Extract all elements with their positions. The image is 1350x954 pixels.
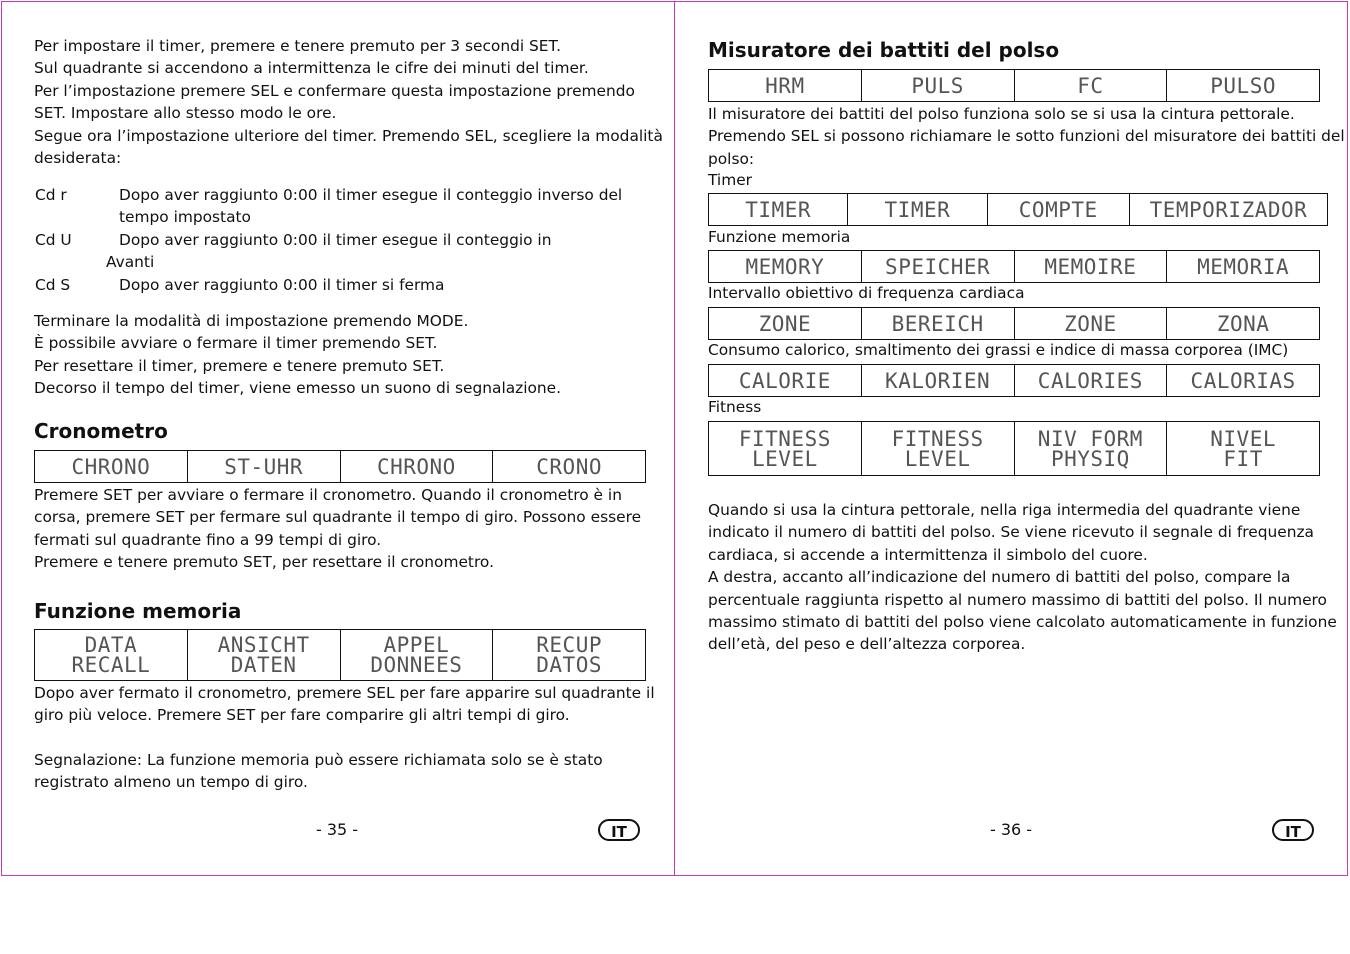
caption-fitness: Fitness	[708, 398, 762, 416]
text-line: A destra, accanto all’indicazione del numero di battiti del polso, compare la	[708, 568, 1291, 587]
page-number: - 35 -	[316, 820, 359, 839]
caption-memory: Funzione memoria	[708, 228, 851, 246]
text-line: Per resettare il timer, premere e tenere premuto SET.	[34, 356, 445, 375]
text-line: giro più veloce. Premere SET per fare comparire gli altri tempi di giro.	[34, 706, 570, 725]
lcd-cell: SPEICHER	[861, 251, 1014, 283]
lcd-table-fitness	[708, 421, 1320, 476]
text-line: tempo impostato	[119, 208, 251, 227]
lcd-cell: MEMORY	[709, 251, 862, 283]
lcd-cell: FC	[1014, 70, 1167, 102]
lcd-cell: CALORIAS	[1167, 365, 1320, 397]
text-line: massimo stimato di battiti del polso viene calcolato automaticamente in funzione	[708, 613, 1337, 632]
text-line: desiderata:	[34, 149, 122, 168]
lcd-cell: FITNESS LEVEL	[861, 422, 1014, 476]
text-line: Quando si usa la cintura pettorale, nella riga intermedia del quadrante viene	[708, 501, 1301, 519]
memoria-note	[34, 749, 603, 794]
lcd-cell: DATA RECALL	[35, 630, 188, 681]
mode-desc	[119, 184, 639, 229]
lcd-table-timer	[708, 193, 1328, 226]
lcd-cell: CALORIES	[1014, 365, 1167, 397]
text-line: dell’età, del peso e dell’altezza corporea.	[708, 635, 1026, 654]
lcd-cell: NIV FORM PHYSIQ	[1014, 422, 1167, 476]
text-line: corsa, premere SET per fermare sul quadrante il tempo di giro. Possono essere	[34, 508, 642, 527]
text-line: Dopo aver raggiunto 0:00 il timer esegue il conteggio inverso del	[119, 186, 623, 204]
memoria-text	[34, 682, 655, 727]
text-line: Premere e tenere premuto SET, per resettare il cronometro.	[34, 553, 494, 572]
lcd-cell: ZONA	[1167, 308, 1320, 340]
lcd-cell: CHRONO	[35, 451, 188, 483]
lcd-cell: RECUP DATOS	[493, 630, 646, 681]
hrm-outro-text	[708, 499, 1337, 656]
text-line: cardiaca, si accende a intermittenza il simbolo del cuore.	[708, 545, 1148, 564]
lcd-cell: PULSO	[1167, 70, 1320, 102]
text-line: Decorso il tempo del timer, viene emesso un suono di segnalazione.	[34, 379, 562, 398]
lcd-cell: TEMPORIZADOR	[1129, 194, 1327, 226]
lcd-cell: NIVEL FIT	[1167, 422, 1320, 476]
lcd-cell: MEMORIA	[1167, 251, 1320, 283]
text-line: Segue ora l’impostazione ulteriore del timer. Premendo SEL, scegliere la modalità	[34, 126, 663, 145]
text-line: fermati sul quadrante fino a 99 tempi di giro.	[34, 530, 382, 549]
lcd-cell: FITNESS LEVEL	[709, 422, 862, 476]
lcd-table-calories	[708, 364, 1320, 397]
text-line: È possibile avviare o fermare il timer premendo SET.	[34, 334, 438, 353]
lcd-cell: COMPTE	[987, 194, 1129, 226]
text-line: indicato il numero di battiti del polso. Se viene ricevuto il segnale di frequenza	[708, 523, 1314, 542]
text-line: Premere SET per avviare o fermare il cronometro. Quando il cronometro è in	[34, 486, 622, 504]
lcd-cell: ANSICHT DATEN	[187, 630, 340, 681]
lcd-cell: PULS	[861, 70, 1014, 102]
caption-zone: Intervallo obiettivo di frequenza cardiaca	[708, 284, 1025, 302]
lcd-table-memory-hrm	[708, 250, 1320, 283]
caption-timer: Timer	[708, 171, 752, 189]
timer-intro-text	[34, 35, 663, 169]
page-number: - 36 -	[990, 820, 1033, 839]
lcd-cell: CALORIE	[709, 365, 862, 397]
text-line: Premendo SEL si possono richiamare le sotto funzioni del misuratore dei battiti del	[708, 127, 1345, 146]
text-line: Dopo aver raggiunto 0:00 il timer esegue il conteggio in	[119, 231, 552, 249]
lcd-cell: TIMER	[709, 194, 848, 226]
text-line: Dopo aver raggiunto 0:00 il timer si ferma	[119, 276, 445, 294]
section-heading-hrm: Misuratore dei battiti del polso	[708, 38, 1060, 62]
lcd-cell: ZONE	[1014, 308, 1167, 340]
lcd-cell: APPEL DONNEES	[340, 630, 493, 681]
lcd-table-memory	[34, 629, 646, 681]
text-line: Terminare la modalità di impostazione premendo MODE.	[34, 312, 469, 330]
lcd-cell: HRM	[709, 70, 862, 102]
mode-term: Cd r	[35, 186, 67, 204]
hrm-intro-text	[708, 103, 1345, 170]
lcd-table-chrono	[34, 450, 646, 483]
lcd-table-zone	[708, 307, 1320, 340]
text-line: polso:	[708, 149, 755, 168]
text-line: SET. Impostare allo stesso modo le ore.	[34, 104, 337, 123]
language-badge: IT	[598, 819, 640, 841]
text-line: Segnalazione: La funzione memoria può essere richiamata solo se è stato	[34, 751, 603, 769]
text-line: Per impostare il timer, premere e tenere premuto per 3 secondi SET.	[34, 37, 561, 55]
timer-outro-text	[34, 310, 561, 400]
lcd-cell: CRONO	[493, 451, 646, 483]
text-line: Avanti	[106, 253, 155, 272]
text-line: registrato almeno un tempo di giro.	[34, 773, 308, 792]
page-36	[674, 1, 1348, 876]
mode-term: Cd U	[35, 231, 72, 249]
text-line: percentuale raggiunta rispetto al numero massimo di battiti del polso. Il numero	[708, 590, 1327, 609]
section-heading-memoria: Funzione memoria	[34, 599, 242, 623]
lcd-table-hrm	[708, 69, 1320, 102]
language-badge: IT	[1272, 819, 1314, 841]
text-line: Sul quadrante si accendono a intermittenza le cifre dei minuti del timer.	[34, 59, 589, 78]
mode-desc	[119, 274, 639, 296]
section-heading-cronometro: Cronometro	[34, 419, 168, 443]
text-line: Per l’impostazione premere SEL e confermare questa impostazione premendo	[34, 81, 635, 100]
lcd-cell: CHRONO	[340, 451, 493, 483]
cronometro-text	[34, 484, 641, 574]
lcd-cell: TIMER	[848, 194, 987, 226]
lcd-cell: ZONE	[709, 308, 862, 340]
lcd-cell: ST-UHR	[187, 451, 340, 483]
lcd-cell: KALORIEN	[861, 365, 1014, 397]
page-35	[1, 1, 675, 876]
mode-desc	[106, 229, 639, 274]
text-line: Dopo aver fermato il cronometro, premere SEL per fare apparire sul quadrante il	[34, 684, 655, 702]
lcd-cell: MEMOIRE	[1014, 251, 1167, 283]
lcd-cell: BEREICH	[861, 308, 1014, 340]
text-line: Il misuratore dei battiti del polso funziona solo se si usa la cintura pettorale.	[708, 105, 1295, 123]
mode-term: Cd S	[35, 276, 71, 294]
caption-calories: Consumo calorico, smaltimento dei grassi e indice di massa corporea (IMC)	[708, 341, 1289, 359]
